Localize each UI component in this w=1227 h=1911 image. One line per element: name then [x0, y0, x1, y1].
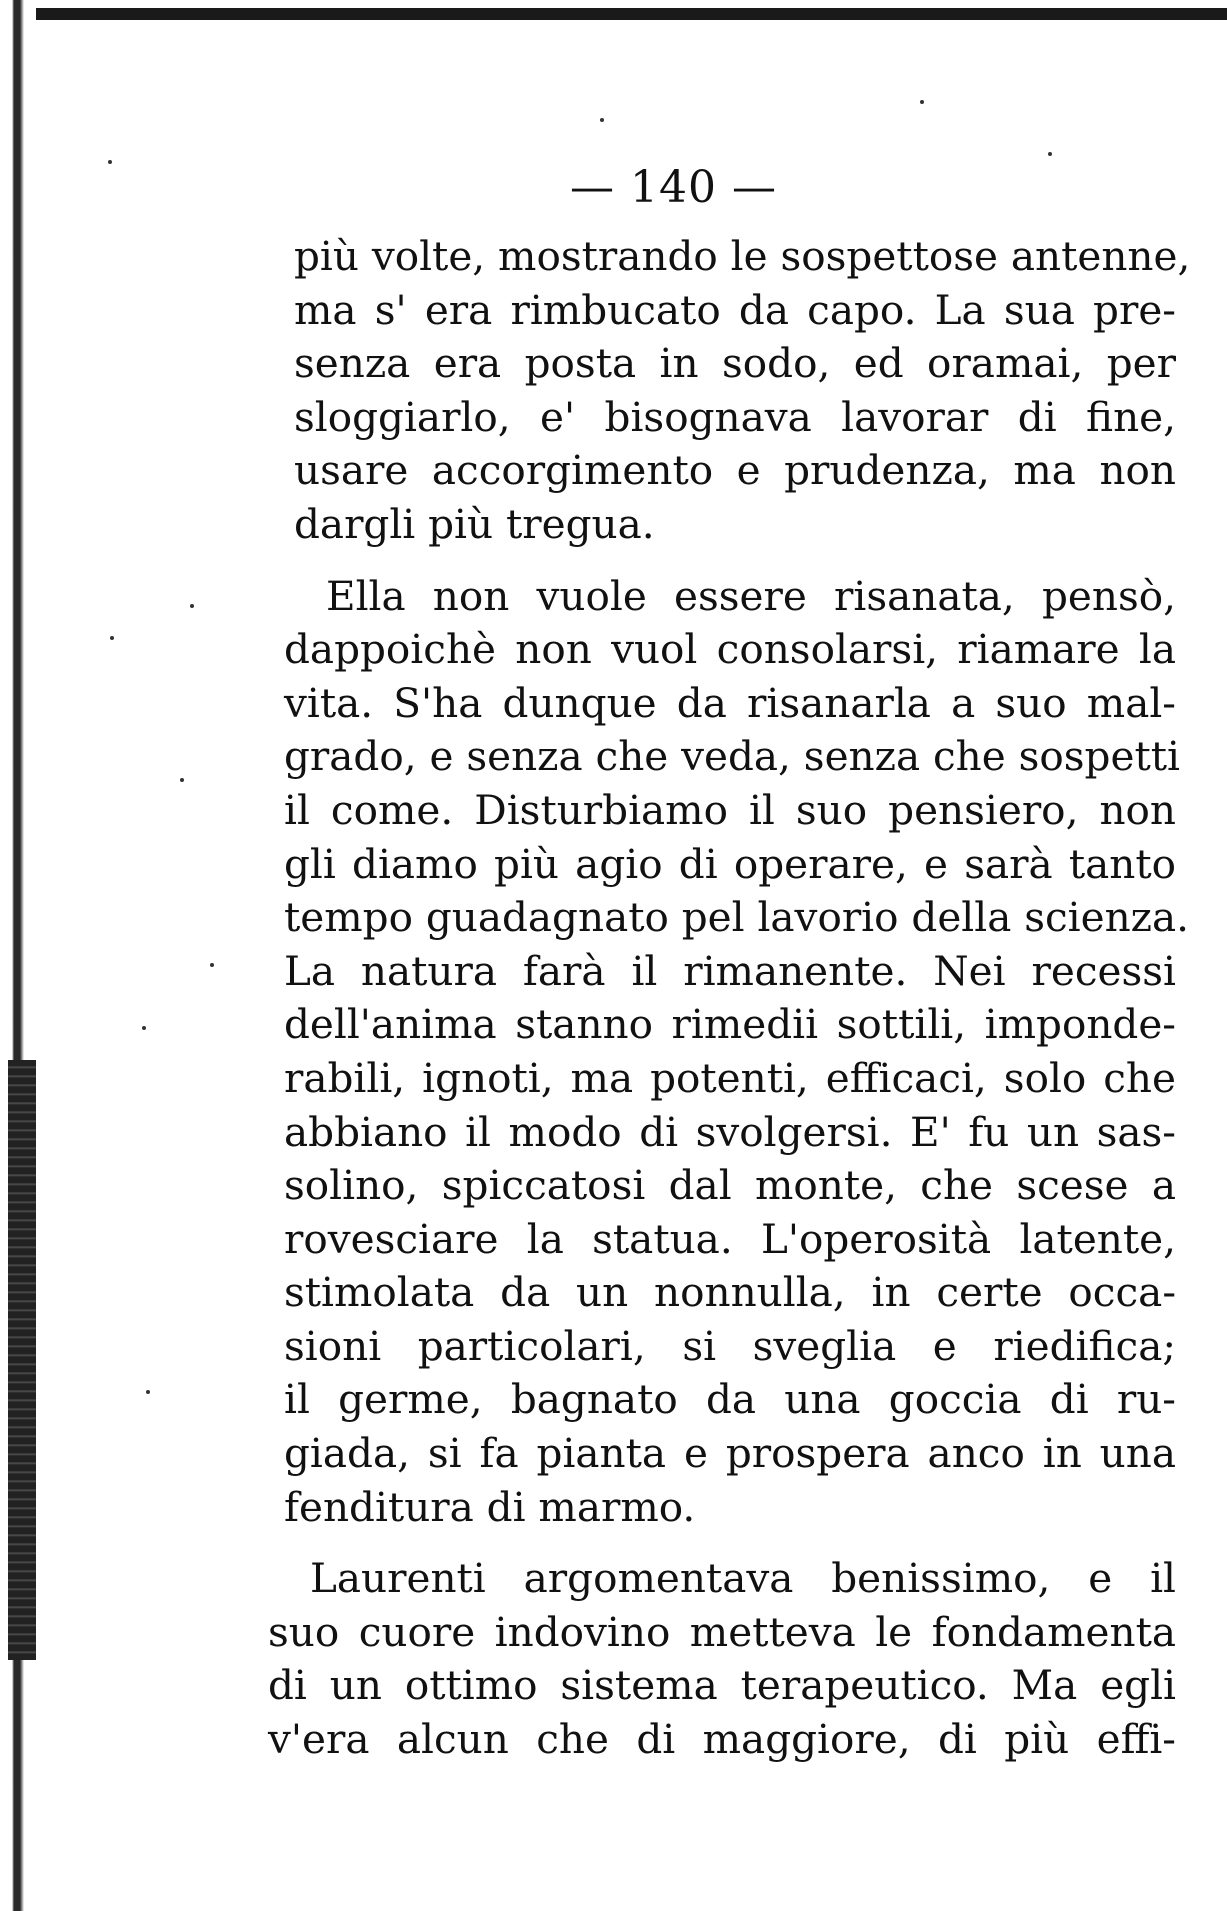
scan-speck — [146, 1390, 150, 1394]
text-line: rovesciare la statua. L'operosità latente, — [284, 1214, 1176, 1263]
text-line: vita. S'ha dunque da risanarla a suo mal- — [284, 678, 1176, 727]
page-number: — 140 — — [570, 162, 777, 213]
text-line: più volte, mostrando le sospettose antenne, — [294, 232, 1191, 280]
page-left-scan-shadow — [8, 1060, 36, 1660]
scan-speck — [210, 963, 214, 967]
text-line: v'era alcun che di maggiore, di più effi- — [268, 1715, 1176, 1764]
text-line: dargli più tregua. — [294, 499, 655, 548]
text-line: grado, e senza che veda, senza che sospetti — [284, 732, 1180, 781]
scan-speck — [110, 636, 114, 640]
text-line: dell'anima stanno rimedii sottili, imponde- — [284, 1000, 1176, 1049]
text-line: il come. Disturbiamo il suo pensiero, non — [284, 785, 1176, 834]
text-line: ma s' era rimbucato da capo. La sua pre- — [294, 285, 1176, 334]
scan-speck — [190, 604, 194, 608]
page-top-border — [30, 8, 1227, 20]
text-line: senza era posta in sodo, ed oramai, per — [294, 339, 1176, 388]
scan-speck — [180, 778, 184, 782]
text-line: dappoichè non vuol consolarsi, riamare la — [284, 625, 1176, 674]
text-line: La natura farà il rimanente. Nei recessi — [284, 946, 1176, 995]
scan-speck — [142, 1026, 146, 1030]
text-line: giada, si fa pianta e prospera anco in una — [284, 1429, 1176, 1478]
text-line: sloggiarlo, e' bisognava lavorar di fine, — [294, 392, 1176, 441]
text-line: Laurenti argomentava benissimo, e il — [310, 1554, 1176, 1603]
paragraph-2 — [284, 570, 1190, 1535]
text-line: stimolata da un nonnulla, in certe occa- — [284, 1268, 1176, 1317]
text-line: suo cuore indovino metteva le fondamenta — [268, 1607, 1176, 1656]
text-line: abbiano il modo di svolgersi. E' fu un sas- — [284, 1107, 1176, 1156]
body-text — [268, 230, 1191, 1767]
text-line: solino, spiccatosi dal monte, che scese a — [284, 1161, 1176, 1210]
text-line: il germe, bagnato da una goccia di ru- — [284, 1375, 1176, 1424]
scan-speck — [920, 100, 924, 104]
text-line: Ella non vuole essere risanata, pensò, — [326, 571, 1176, 620]
text-line: rabili, ignoti, ma potenti, efficaci, solo che — [284, 1053, 1176, 1102]
paragraph-3 — [268, 1552, 1176, 1766]
text-line: sioni particolari, si sveglia e riedifica; — [284, 1321, 1176, 1370]
text-line: di un ottimo sistema terapeutico. Ma egli — [268, 1661, 1176, 1710]
text-line: usare accorgimento e prudenza, ma non — [294, 446, 1176, 495]
text-line: gli diamo più agio di operare, e sarà tanto — [284, 839, 1176, 888]
paragraph-1 — [294, 230, 1191, 552]
text-line: fenditura di marmo. — [284, 1482, 696, 1531]
scan-speck — [1048, 152, 1052, 156]
scan-speck — [600, 118, 604, 122]
text-line: tempo guadagnato pel lavorio della scienza. — [284, 893, 1190, 942]
